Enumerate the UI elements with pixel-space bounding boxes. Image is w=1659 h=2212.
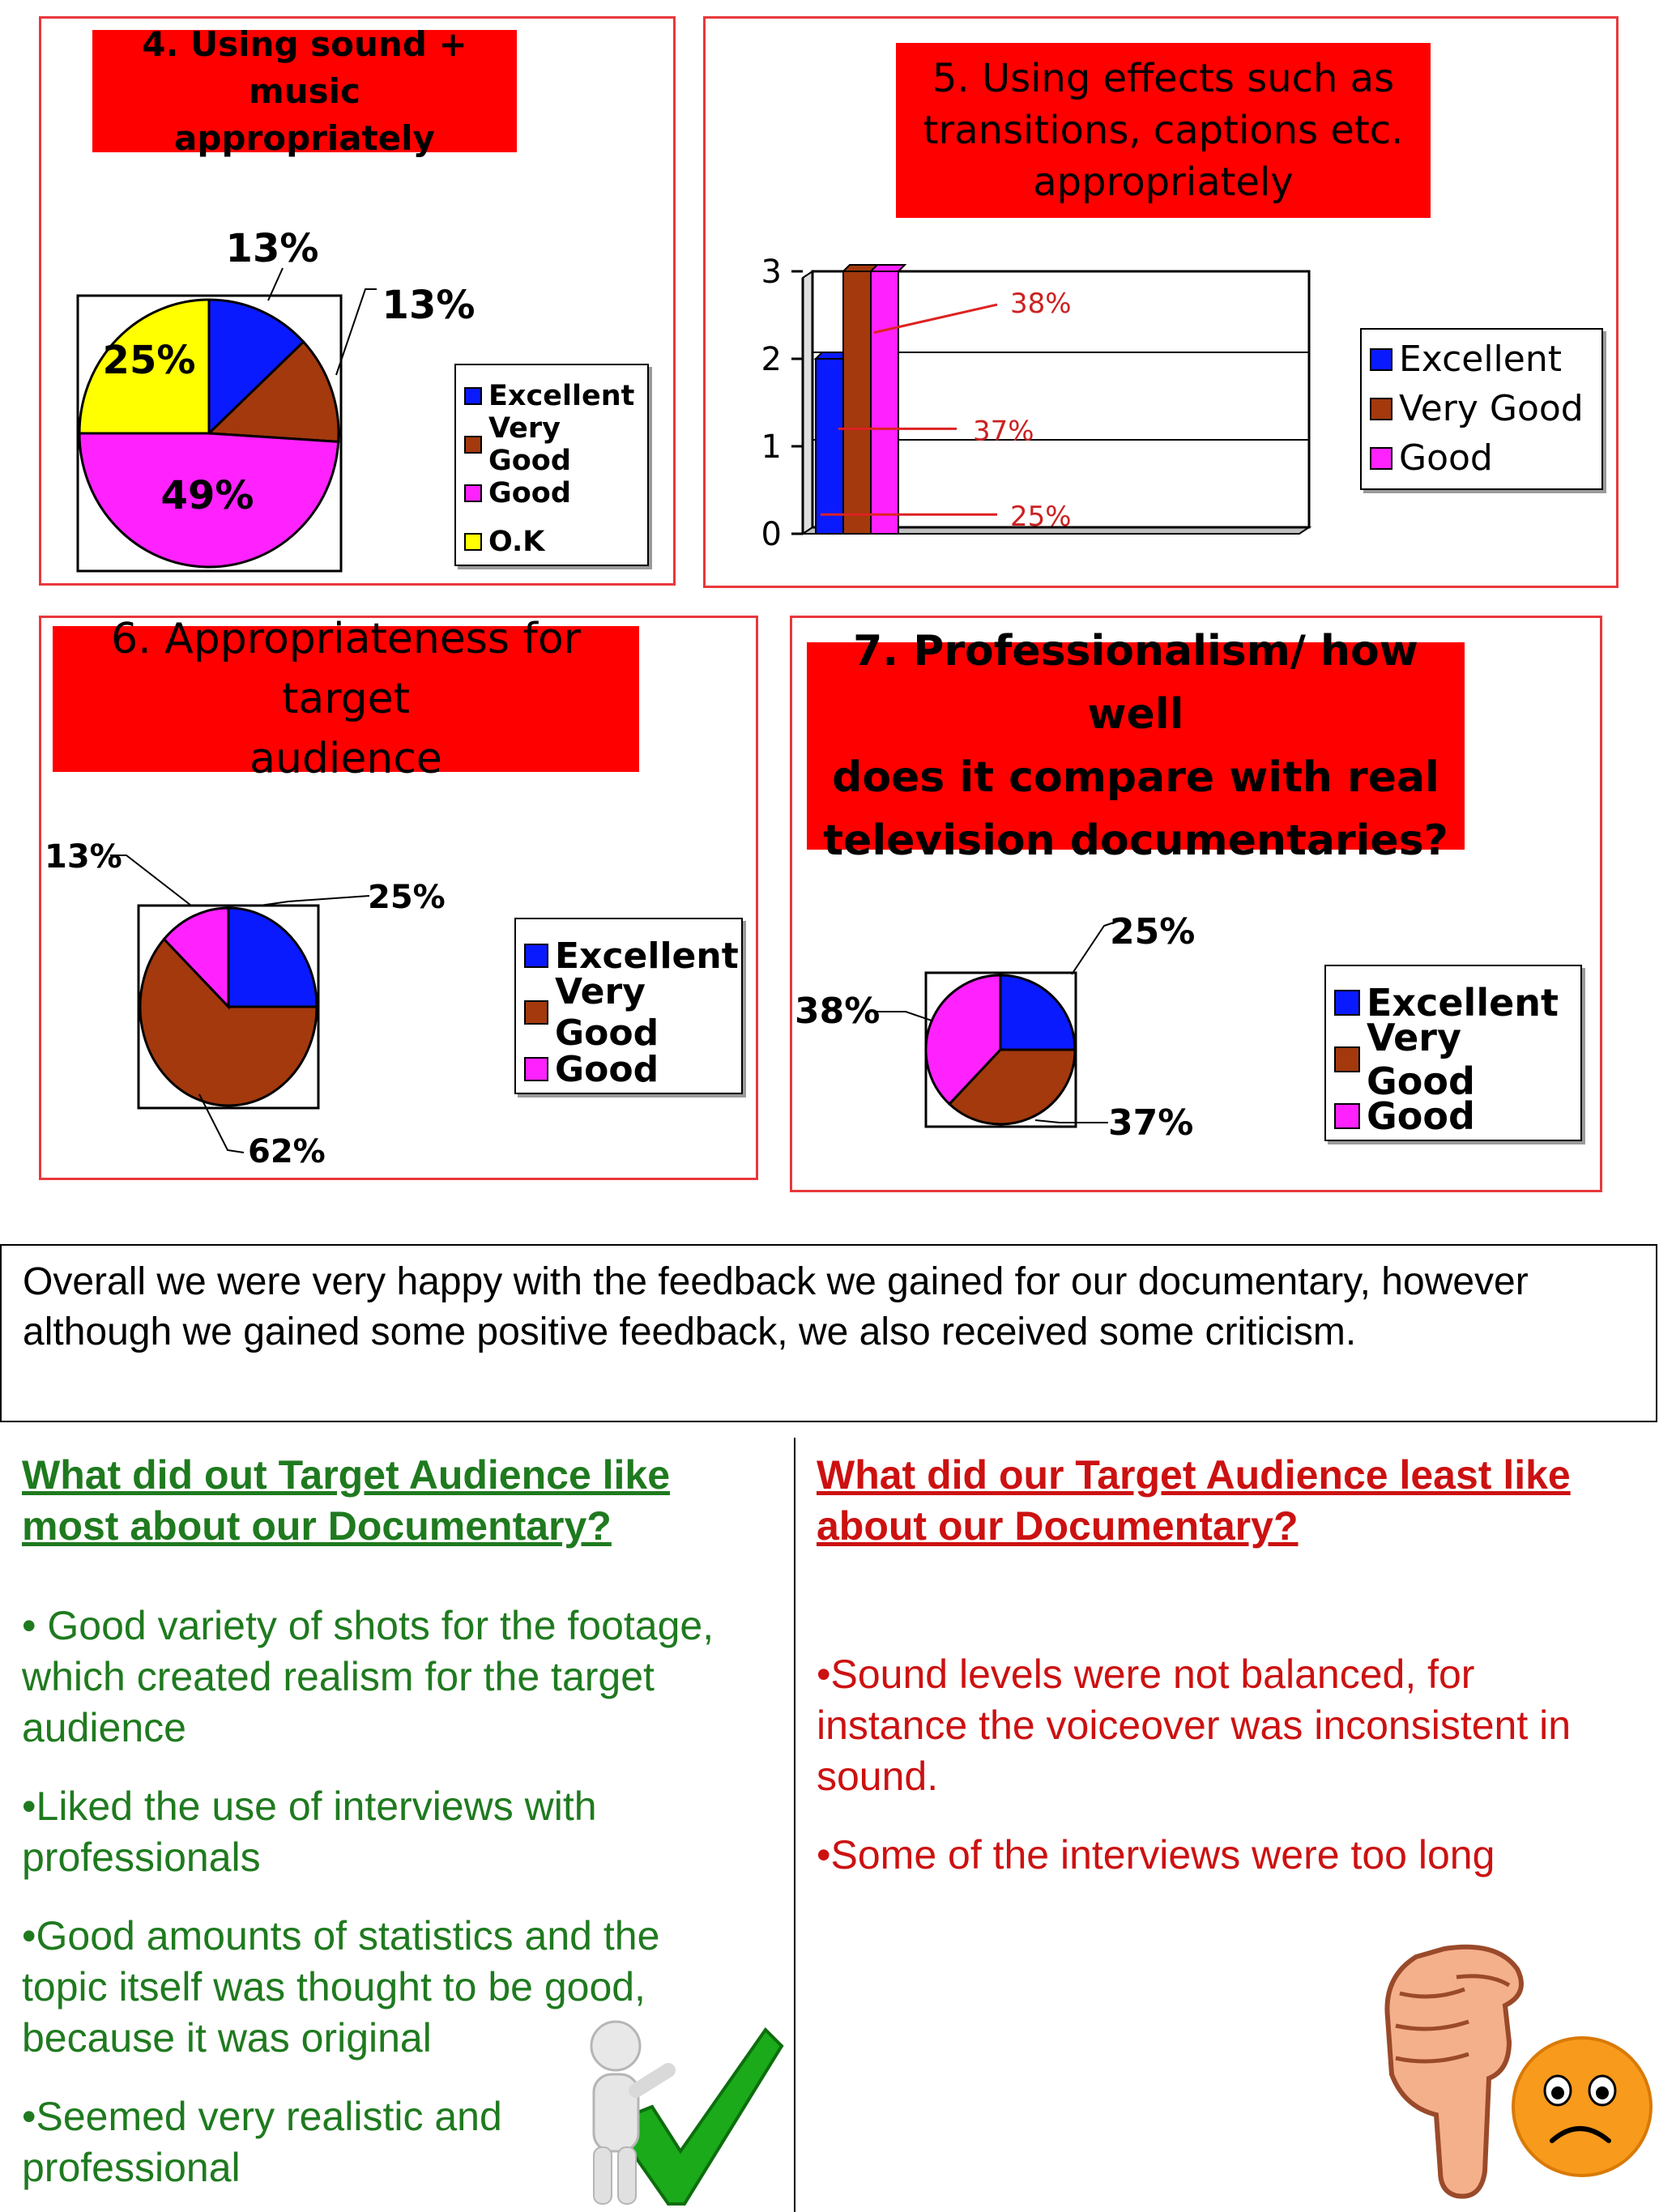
legend-label: Good: [1399, 437, 1493, 479]
bar-chart-effects: [706, 19, 1616, 586]
disliked-heading: What did our Target Audience least like about our Documentary?: [817, 1452, 1571, 1549]
summary-box: [0, 1244, 1657, 1422]
legend-swatch-ok: [464, 533, 482, 551]
bar-annotation: 25%: [1010, 501, 1072, 534]
chart-legend: [1360, 328, 1603, 490]
legend-swatch-good: [1370, 447, 1392, 470]
summary-text: Overall we were very happy with the feedback we gained for our documentary, however although we gained some positive feedback, we also received some criticism.: [23, 1260, 1529, 1353]
leader-line: [873, 1012, 932, 1021]
bar-annotation: 38%: [1010, 288, 1072, 321]
leader-line: [260, 896, 369, 906]
bar-top-good: [871, 265, 905, 271]
legend-swatch-excellent: [1334, 990, 1360, 1016]
bar-very-good: [843, 271, 871, 534]
legend-label: O.K: [488, 526, 545, 558]
legend-label: Very Good: [488, 412, 571, 477]
legend-swatch-excellent: [524, 944, 548, 968]
chart-title-text: 6. Appropriateness for target audience: [110, 615, 582, 783]
chart-legend: [514, 918, 743, 1094]
y-tick-label: 3: [761, 254, 782, 291]
legend-swatch-good: [1334, 1103, 1360, 1129]
slice-label-excellent: 25%: [1110, 911, 1196, 953]
chart-panel-sound-music: [39, 16, 676, 586]
legend-label: Excellent: [1399, 339, 1562, 380]
liked-heading: What did out Target Audience like most about our Documentary?: [22, 1452, 671, 1549]
legend-swatch-excellent: [1370, 348, 1392, 371]
sad-face-icon: [1513, 2038, 1651, 2176]
legend-label: Excellent: [555, 935, 739, 977]
chart-title-text: 7. Professionalism/ how well does it compare with real television documentaries?: [823, 627, 1448, 865]
slice-label-excellent: 13%: [225, 226, 319, 271]
liked-item: • Good variety of shots for the footage, which created realism for the target audience: [22, 1603, 714, 1750]
pie-slice-excellent: [1000, 975, 1075, 1050]
slice-label-good: 38%: [795, 991, 881, 1032]
chart-panel-professionalism: [790, 616, 1602, 1192]
y-tick-label: 2: [761, 341, 782, 378]
legend-item: [1370, 335, 1593, 384]
legend-item: [464, 518, 639, 566]
legend-swatch-very-good: [1370, 398, 1392, 420]
slice-label-excellent: 25%: [368, 879, 446, 916]
chart-legend: [1324, 965, 1582, 1141]
person-checkmark-illustration: [547, 2001, 790, 2212]
y-tick-label: 1: [761, 428, 782, 466]
liked-item: •Seemed very realistic and professional: [22, 2094, 502, 2190]
chart-title-text: 4. Using sound + music appropriately: [142, 23, 467, 158]
legend-swatch-very-good: [1334, 1046, 1360, 1072]
legend-label: Very Good: [1367, 1016, 1475, 1103]
legend-item: [1370, 433, 1593, 483]
leader-line: [110, 855, 191, 906]
legend-label: Good: [1367, 1094, 1475, 1138]
slice-label-good: 13%: [45, 838, 122, 876]
disliked-item: •Some of the interviews were too long: [817, 1832, 1495, 1877]
legend-item: [464, 412, 639, 477]
legend-swatch-very-good: [524, 1000, 548, 1025]
legend-label: Very Good: [555, 971, 659, 1054]
pie-slice-excellent: [228, 908, 317, 1007]
leader-line: [1035, 1120, 1108, 1123]
legend-swatch-good: [464, 484, 482, 502]
legend-swatch-excellent: [464, 387, 482, 405]
bar-excellent: [816, 359, 843, 534]
legend-item: [524, 971, 733, 1054]
chart-panel-effects: [703, 16, 1618, 588]
legend-swatch-good: [524, 1057, 548, 1081]
disliked-column: [817, 1450, 1651, 1881]
slice-label-good: 49%: [160, 473, 254, 518]
chart-side-wall: [803, 271, 812, 534]
liked-item: •Good amounts of statistics and the topic itself was thought to be good, because it was original: [22, 1913, 660, 2061]
chart-panel-target-audience: [39, 616, 758, 1180]
bar-annotation: 37%: [973, 415, 1034, 448]
thumbs-down-sad-illustration: [1367, 1929, 1659, 2212]
slice-label-very-good: 37%: [1108, 1102, 1194, 1144]
legend-label: Excellent: [1367, 981, 1559, 1025]
legend-label: Good: [488, 477, 571, 509]
chart-legend: [454, 364, 649, 566]
legend-item: [1370, 384, 1593, 433]
legend-item: [1334, 1016, 1572, 1103]
bar-good: [871, 271, 898, 534]
slice-label-ok: 25%: [102, 338, 196, 383]
legend-swatch-very-good: [464, 436, 482, 454]
chart-title-text: 5. Using effects such as transitions, captions etc. appropriately: [923, 56, 1404, 205]
disliked-item: •Sound levels were not balanced, for instance the voiceover was inconsistent in sound.: [817, 1652, 1572, 1799]
slice-label-very-good: 62%: [248, 1133, 326, 1170]
legend-label: Excellent: [488, 380, 635, 412]
legend-label: Good: [555, 1048, 659, 1090]
column-divider: [794, 1438, 795, 2212]
y-tick-label: 0: [761, 516, 782, 553]
slice-label-very-good: 13%: [382, 283, 476, 328]
thumbs-down-icon: [1387, 1947, 1521, 2197]
liked-item: •Liked the use of interviews with professionals: [22, 1784, 597, 1880]
legend-label: Very Good: [1399, 388, 1584, 429]
